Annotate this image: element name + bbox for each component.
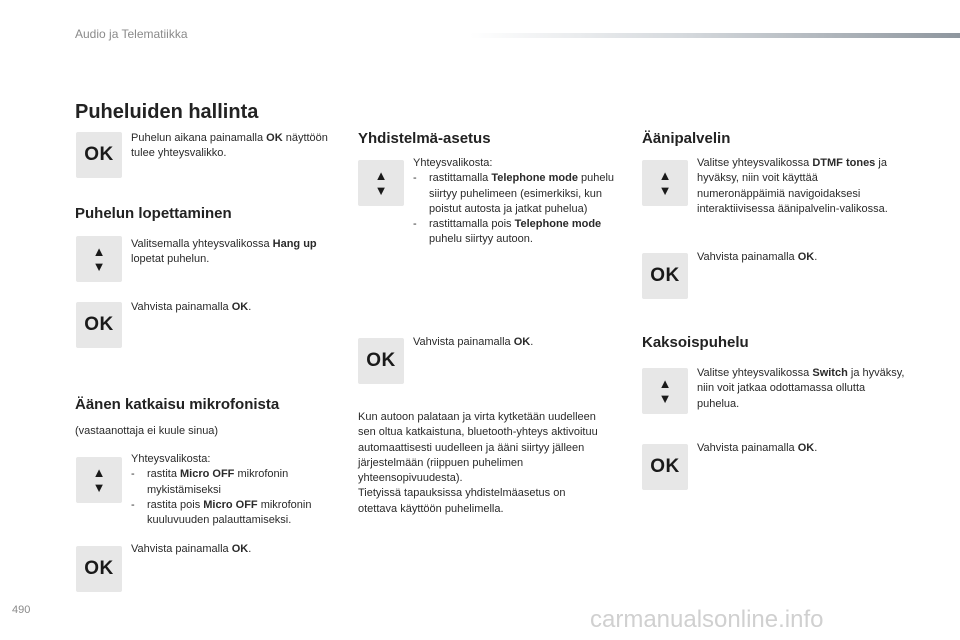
arrow-up-icon: ▲ [92,244,106,259]
header-decorative-bar [470,33,960,38]
end-call-confirm-text: Vahvista painamalla OK. [131,301,252,313]
arrow-down-icon: ▼ [92,480,106,495]
mute-intro: Yhteysvalikosta: [131,453,211,465]
title-call-management: Puheluiden hallinta [75,101,259,123]
title-double-call: Kaksoispuhelu [642,334,749,351]
ok-label: OK [650,456,680,477]
ok-button [358,338,404,384]
title-mute-mic: Äänen katkaisu mikrofonista [75,396,280,413]
mute-options-list [131,467,331,528]
arrow-up-icon: ▲ [92,465,106,480]
section-header: Audio ja Telematiikka [75,27,188,41]
ok-label: OK [84,144,114,165]
mute-confirm-text: Vahvista painamalla OK. [131,543,252,555]
arrow-up-icon: ▲ [658,376,672,391]
arrow-up-down-button [642,368,688,414]
list-item: - rastita pois Micro OFF mikrofonin kuuluvuuden palauttamiseksi. [131,498,312,527]
watermark: carmanualsonline.info [590,606,824,633]
mute-note: (vastaanottaja ei kuule sinua) [75,425,219,437]
ok-label: OK [650,265,680,286]
mute-instructions [131,452,331,528]
arrow-down-icon: ▼ [658,183,672,198]
ok-button [76,302,122,348]
arrow-up-down-button [642,160,688,206]
end-call-text: Valitsemalla yhteysvalikossa Hang up lopetat puhelun. [131,238,317,266]
list-item: - rastita Micro OFF mikrofonin mykistämiseksi [131,468,289,496]
ok-button [642,444,688,490]
combined-instructions [413,156,615,248]
combined-intro: Yhteysvalikosta: [413,157,493,169]
arrow-up-icon: ▲ [374,168,388,183]
call-menu-text: Puhelun aikana painamalla OK näyttöön tulee yhteysvalikko. [131,132,328,160]
title-voice-server: Äänipalvelin [642,130,731,147]
title-combined-setting: Yhdistelmä-asetus [358,130,491,147]
voice-confirm-text: Vahvista painamalla OK. [697,251,818,263]
combined-options-list [413,171,615,247]
combined-confirm-text: Vahvista painamalla OK. [413,336,534,348]
arrow-down-icon: ▼ [658,391,672,406]
list-item: - rastittamalla pois Telephone mode puhelu siirtyy autoon. [413,218,602,246]
combined-note-paragraph: Kun autoon palataan ja virta kytketään uudelleen sen oltua katkaistuna, bluetooth-yhteys aktivoituu automaattisesti uudelleen ja ääni siirtyy jälleen järjestelmään (riippuen puhelimen yhteensopivuudesta). [358,411,598,485]
list-item: - rastittamalla Telephone mode puhelu siirtyy puhelimeen (esimerkiksi, kun poistut autosta ja jatkat puhelua) [413,172,615,215]
ok-label: OK [84,314,114,335]
arrow-up-down-button [358,160,404,206]
arrow-up-down-button [76,457,122,503]
ok-button [76,132,122,178]
ok-button [76,546,122,592]
page-number: 490 [12,604,31,616]
title-end-call: Puhelun lopettaminen [75,205,232,222]
arrow-down-icon: ▼ [374,183,388,198]
ok-button [642,253,688,299]
voice-server-text: Valitse yhteysvalikossa DTMF tones ja hyväksy, niin voit käyttää numeronäppäimiä navigoidaksesi interaktiivisessa äänipalvelin-valikossa. [697,157,888,215]
ok-label: OK [366,350,396,371]
combined-note-paragraph: Tietyissä tapauksissa yhdistelmäasetus on otettava käyttöön puhelimella. [358,487,566,515]
arrow-up-down-button [76,236,122,282]
arrow-up-icon: ▲ [658,168,672,183]
combined-note [358,410,603,517]
double-call-text: Valitse yhteysvalikossa Switch ja hyväksy, niin voit jatkaa odottamassa ollutta puhelua. [697,367,905,410]
double-confirm-text: Vahvista painamalla OK. [697,442,818,454]
ok-label: OK [84,558,114,579]
arrow-down-icon: ▼ [92,259,106,274]
